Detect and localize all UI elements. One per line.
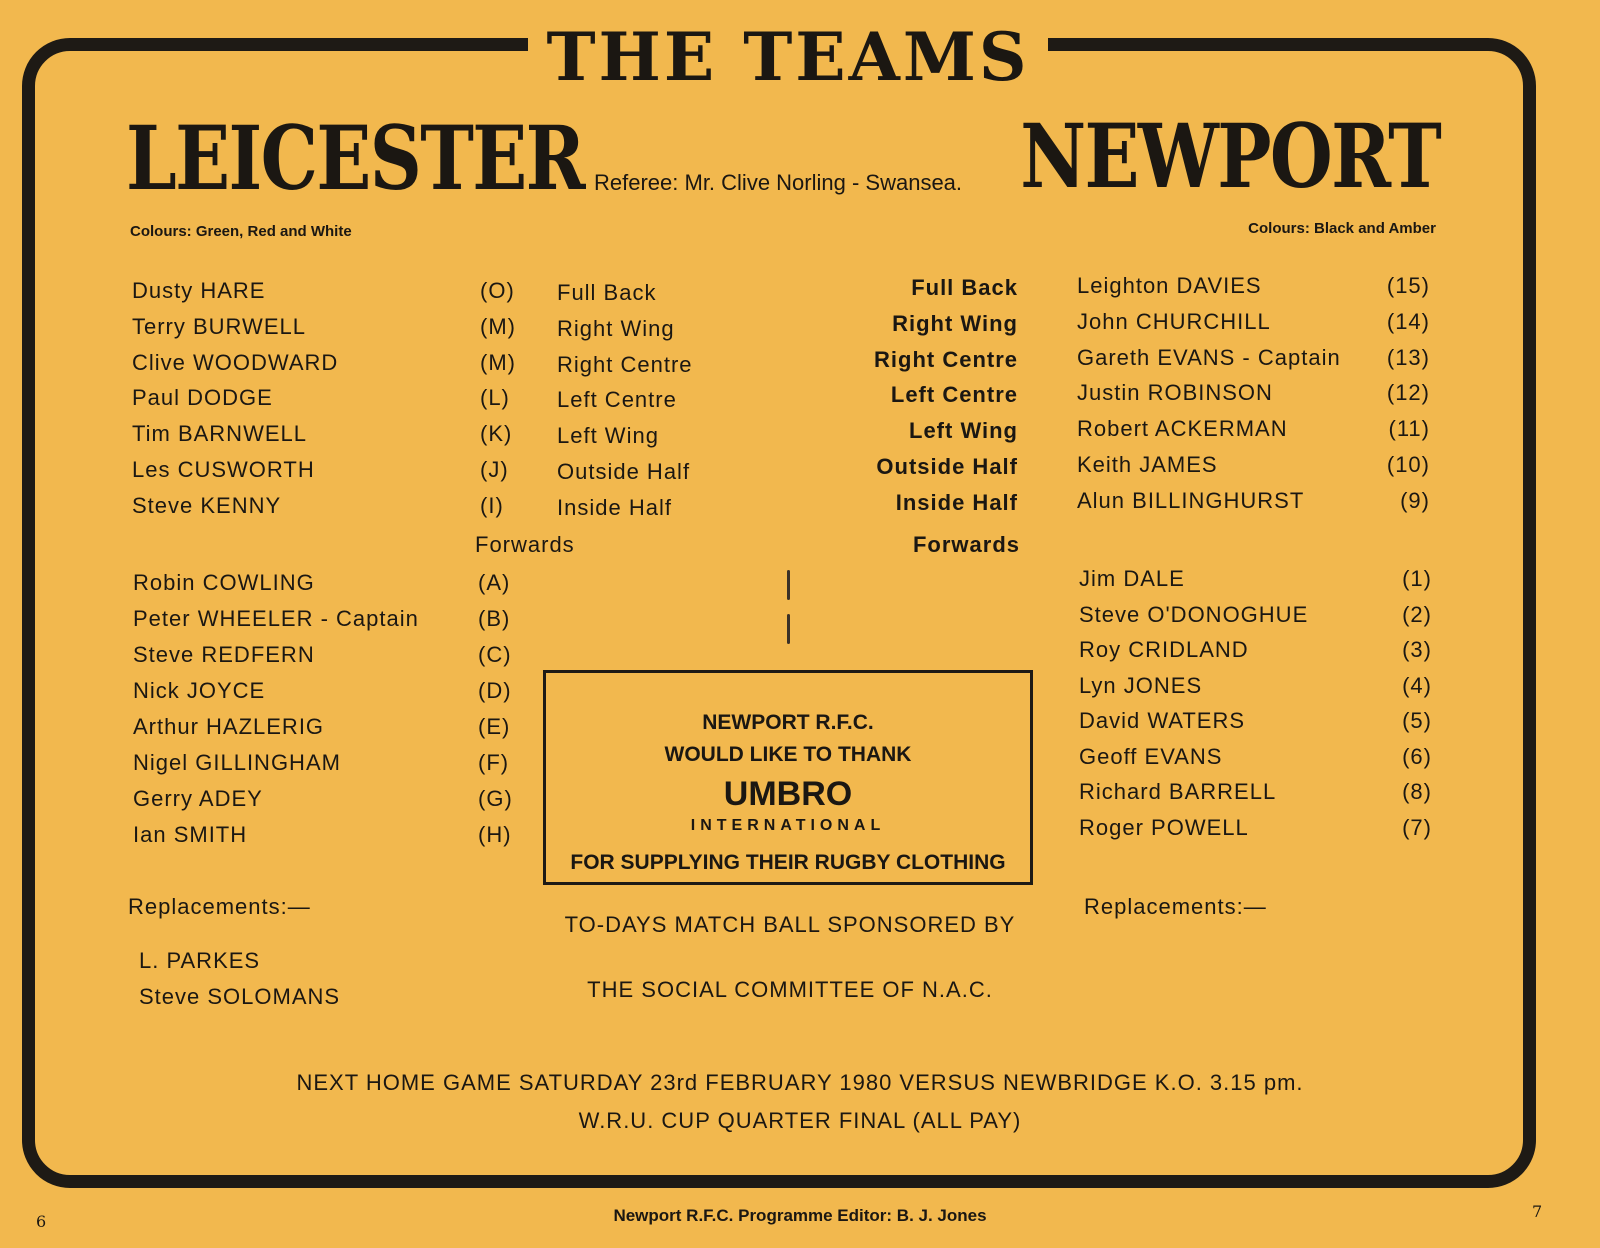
position-label: Left Wing — [557, 423, 659, 448]
sponsor-line-1: NEWPORT R.F.C. — [702, 711, 874, 734]
colours-newport: Colours: Black and Amber — [1248, 220, 1436, 237]
programme-editor: Newport R.F.C. Programme Editor: B. J. Jones — [613, 1206, 987, 1225]
player-name: Ian SMITH — [133, 822, 248, 847]
player-number: (7) — [1402, 815, 1432, 840]
position-label: Full Back — [911, 275, 1018, 300]
page-number-left: 6 — [36, 1212, 47, 1231]
page-title: THE TEAMS — [546, 18, 1030, 96]
player-code: (E) — [478, 714, 511, 739]
player-code: (K) — [480, 421, 513, 446]
player-name: Roy CRIDLAND — [1079, 637, 1249, 662]
player-name: Robert ACKERMAN — [1077, 416, 1288, 441]
player-name: Leighton DAVIES — [1077, 273, 1262, 298]
player-code: (I) — [480, 493, 504, 518]
player-name: Arthur HAZLERIG — [133, 714, 325, 739]
player-name: John CHURCHILL — [1077, 309, 1271, 334]
staple — [787, 570, 790, 600]
replacement-player: Steve SOLOMANS — [139, 984, 341, 1009]
player-name: Terry BURWELL — [132, 314, 306, 339]
player-number: (11) — [1388, 416, 1430, 441]
position-label: Left Centre — [557, 387, 677, 412]
player-name: Paul DODGE — [132, 385, 273, 410]
position-label: Right Centre — [874, 347, 1018, 372]
player-name: Dusty HARE — [132, 278, 266, 303]
position-label: Left Wing — [909, 418, 1018, 443]
player-name: Roger POWELL — [1079, 815, 1249, 840]
player-code: (O) — [480, 278, 515, 303]
player-name: Nick JOYCE — [133, 678, 266, 703]
player-number: (2) — [1402, 602, 1432, 627]
forwards-header-newport: Forwards — [912, 532, 1020, 557]
player-code: (C) — [478, 642, 512, 667]
team-name-leicester: LEICESTER — [126, 106, 584, 210]
player-name: Peter WHEELER - Captain — [133, 606, 419, 631]
sponsor-brand-sub: INTERNATIONAL — [690, 817, 886, 834]
position-label: Outside Half — [557, 459, 691, 484]
player-code: (H) — [478, 822, 512, 847]
next-game-line-2: W.R.U. CUP QUARTER FINAL (ALL PAY) — [578, 1108, 1022, 1133]
player-name: Alun BILLINGHURST — [1077, 488, 1305, 513]
player-number: (6) — [1402, 744, 1432, 769]
sponsor-box — [543, 670, 1033, 885]
player-name: Gareth EVANS - Captain — [1077, 345, 1341, 370]
player-number: (15) — [1386, 273, 1430, 298]
player-name: Steve REDFERN — [133, 642, 315, 667]
player-name: Geoff EVANS — [1079, 744, 1223, 769]
player-code: (L) — [480, 385, 510, 410]
player-number: (4) — [1402, 673, 1432, 698]
replacements-label-newport: Replacements:— — [1084, 894, 1267, 919]
player-code: (J) — [480, 457, 509, 482]
player-number: (13) — [1386, 345, 1430, 370]
sponsor-line-3: FOR SUPPLYING THEIR RUGBY CLOTHING — [570, 851, 1006, 874]
player-number: (12) — [1386, 380, 1430, 405]
player-number: (9) — [1400, 488, 1430, 513]
player-name: Les CUSWORTH — [132, 457, 315, 482]
position-label: Right Wing — [557, 316, 675, 341]
colours-leicester: Colours: Green, Red and White — [130, 223, 352, 240]
player-name: David WATERS — [1079, 708, 1246, 733]
match-ball-line-2: THE SOCIAL COMMITTEE OF N.A.C. — [587, 977, 993, 1002]
position-label: Right Centre — [557, 352, 693, 377]
player-name: Robin COWLING — [133, 570, 315, 595]
player-number: (5) — [1402, 708, 1432, 733]
page-number-right: 7 — [1532, 1202, 1543, 1221]
player-name: Nigel GILLINGHAM — [133, 750, 341, 775]
player-code: (F) — [478, 750, 510, 775]
player-code: (G) — [478, 786, 513, 811]
position-label: Inside Half — [895, 490, 1018, 515]
position-label: Right Wing — [892, 311, 1018, 336]
player-name: Steve KENNY — [132, 493, 282, 518]
player-name: Keith JAMES — [1077, 452, 1218, 477]
staple — [787, 614, 790, 644]
player-name: Gerry ADEY — [133, 786, 263, 811]
player-number: (1) — [1402, 566, 1432, 591]
player-name: Tim BARNWELL — [132, 421, 307, 446]
match-ball-line-1: TO-DAYS MATCH BALL SPONSORED BY — [564, 912, 1016, 937]
player-code: (M) — [480, 350, 516, 375]
player-code: (D) — [478, 678, 512, 703]
sponsor-brand: UMBRO — [723, 775, 853, 813]
player-number: (8) — [1402, 779, 1432, 804]
player-name: Lyn JONES — [1079, 673, 1203, 698]
position-label: Left Centre — [890, 382, 1018, 407]
position-label: Full Back — [557, 280, 657, 305]
player-name: Clive WOODWARD — [132, 350, 339, 375]
player-name: Steve O'DONOGHUE — [1079, 602, 1309, 627]
player-number: (3) — [1402, 637, 1432, 662]
team-name-newport: NEWPORT — [1019, 104, 1440, 208]
player-name: Justin ROBINSON — [1077, 380, 1273, 405]
player-name: Richard BARRELL — [1079, 779, 1277, 804]
player-code: (A) — [478, 570, 511, 595]
replacement-player: L. PARKES — [139, 948, 261, 973]
position-label: Outside Half — [876, 454, 1018, 479]
player-code: (M) — [480, 314, 516, 339]
player-code: (B) — [478, 606, 511, 631]
forwards-header-leicester: Forwards — [475, 532, 575, 557]
player-number: (14) — [1386, 309, 1430, 334]
next-game-line-1: NEXT HOME GAME SATURDAY 23rd FEBRUARY 1980 VERSUS NEWBRIDGE K.O. 3.15 pm. — [296, 1070, 1304, 1095]
player-number: (10) — [1386, 452, 1430, 477]
sponsor-line-2: WOULD LIKE TO THANK — [664, 743, 912, 766]
player-name: Jim DALE — [1079, 566, 1185, 591]
replacements-label-leicester: Replacements:— — [128, 894, 311, 919]
position-label: Inside Half — [557, 495, 672, 520]
referee-text: Referee: Mr. Clive Norling - Swansea. — [594, 170, 963, 195]
